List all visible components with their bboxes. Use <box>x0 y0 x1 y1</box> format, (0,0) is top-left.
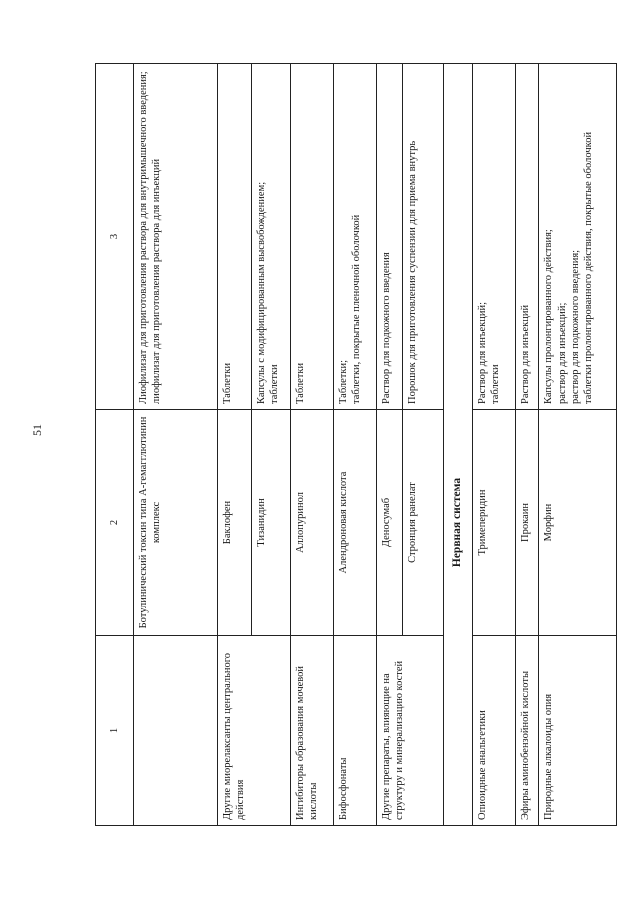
form-line: раствор для инъекций; <box>556 302 568 404</box>
drug-cell: Баклофен <box>217 410 251 636</box>
forms-cell <box>252 64 291 410</box>
drug-cell: Тримеперидин <box>472 410 515 636</box>
drug-cell: Ботулинический токсин типа A-гемагглютинин комплекс <box>133 410 217 636</box>
form-line: Таблетки <box>294 362 306 404</box>
form-line: Лиофилизат для приготовления раствора для внутримышечного введения; <box>137 71 149 404</box>
forms-cell <box>539 64 617 410</box>
form-line: Таблетки <box>221 362 233 404</box>
form-line: лиофилизат для приготовления раствора для инъекций <box>150 158 162 404</box>
forms-cell <box>333 64 376 410</box>
table-row <box>290 64 333 826</box>
drug-cell: Стронция ранелат <box>402 410 443 636</box>
form-line: раствор для подкожного введения; <box>569 249 581 404</box>
drug-cell: Прокаин <box>515 410 539 636</box>
group-cell: Ингибиторы образования мочевой кислоты <box>290 636 333 826</box>
table-row <box>472 64 515 826</box>
header-col-2: 2 <box>96 410 134 636</box>
drug-cell: Морфин <box>539 410 617 636</box>
drug-cell: Деносумаб <box>376 410 402 636</box>
section-row <box>443 64 472 826</box>
forms-cell <box>133 64 217 410</box>
form-line: таблетки <box>269 364 281 404</box>
drug-cell: Алендроновая кислота <box>333 410 376 636</box>
header-col-1: 1 <box>96 636 134 826</box>
drug-cell: Аллопуринол <box>290 410 333 636</box>
table-row <box>133 64 217 826</box>
forms-cell <box>472 64 515 410</box>
page-number: 51 <box>30 424 44 436</box>
table-container <box>95 64 617 826</box>
forms-cell <box>515 64 539 410</box>
section-title: Нервная система <box>443 410 472 636</box>
group-cell: Другие миорелаксанты центрального действия <box>217 636 290 826</box>
table-row <box>539 64 617 826</box>
form-line: таблетки пролонгированного действия, покрытые оболочкой <box>582 131 594 404</box>
form-line: Раствор для подкожного введения <box>380 252 392 404</box>
group-cell: Эфиры аминобензойной кислоты <box>515 636 539 826</box>
forms-cell <box>376 64 402 410</box>
table-row <box>217 64 251 826</box>
form-line: таблетки <box>489 364 501 404</box>
drug-table <box>95 63 617 826</box>
group-cell: Опиоидные анальгетики <box>472 636 515 826</box>
forms-cell <box>217 64 251 410</box>
group-cell <box>133 636 217 826</box>
forms-cell <box>290 64 333 410</box>
form-line: Капсулы с модифицированным высвобождением; <box>256 181 268 404</box>
form-line: таблетки, покрытые пленочной оболочкой <box>350 214 362 404</box>
form-line: Таблетки; <box>337 359 349 404</box>
group-cell: Другие препараты, влияющие на структуру и минерализацию костей <box>376 636 443 826</box>
form-line: Раствор для инъекций <box>519 304 531 404</box>
table-row <box>333 64 376 826</box>
table-header-row <box>96 64 134 826</box>
table-row <box>515 64 539 826</box>
table-row <box>376 64 402 826</box>
header-col-3: 3 <box>96 64 134 410</box>
group-cell: Природные алкалоиды опия <box>539 636 617 826</box>
form-line: Раствор для инъекций; <box>476 301 488 404</box>
drug-cell: Тизанидин <box>252 410 291 636</box>
form-line: Капсулы пролонгированного действия; <box>543 229 555 404</box>
form-line: Порошок для приготовления суспензии для приема внутрь <box>406 140 418 404</box>
group-cell: Бифосфонаты <box>333 636 376 826</box>
forms-cell <box>402 64 443 410</box>
